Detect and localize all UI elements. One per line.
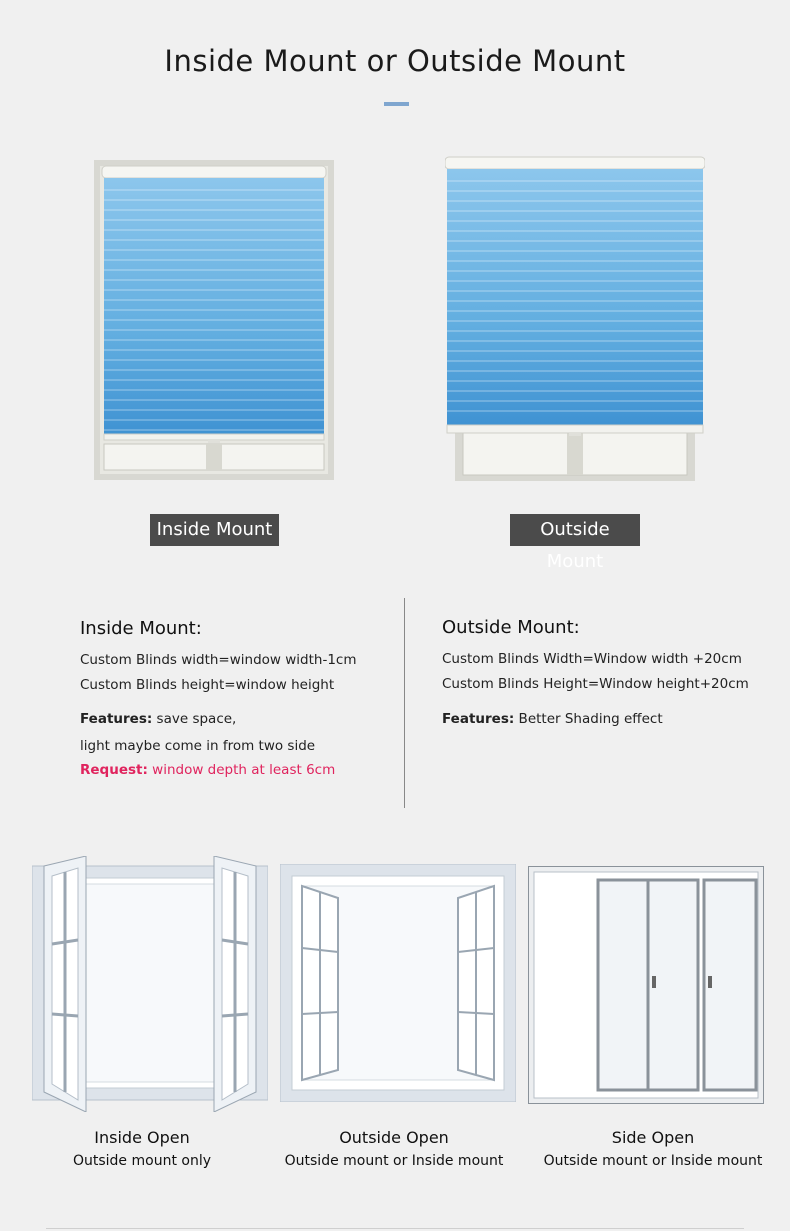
outside-mount-heading: Outside Mount: (442, 617, 580, 638)
inside-height-rule: Custom Blinds height=window height (80, 677, 335, 693)
page-title: Inside Mount or Outside Mount (164, 44, 626, 78)
outside-open-subtitle: Outside mount or Inside mount (284, 1153, 504, 1169)
side-open-title: Side Open (611, 1128, 695, 1147)
inside-features-line2: light maybe come in from two side (80, 738, 316, 754)
bottom-divider (46, 1228, 744, 1229)
title-accent-bar (384, 102, 409, 106)
outside-mount-image (445, 155, 705, 481)
inside-features-text: save space, (152, 711, 237, 727)
inside-open-subtitle: Outside mount only (72, 1153, 212, 1169)
inside-open-window-image (32, 856, 268, 1112)
outside-open-window-image (280, 864, 516, 1102)
inside-request-label: Request: (80, 762, 148, 778)
inside-features-label: Features: (80, 711, 153, 727)
outside-height-rule: Custom Blinds Height=Window height+20cm (442, 676, 749, 692)
inside-request-text: window depth at least 6cm (147, 762, 336, 778)
side-open-subtitle: Outside mount or Inside mount (543, 1153, 763, 1169)
side-open-window-image (528, 866, 764, 1104)
inside-request (80, 762, 335, 778)
outside-features-text: Better Shading effect (514, 711, 663, 727)
outside-mount-label: Outside Mount (510, 514, 640, 546)
inside-open-title: Inside Open (94, 1128, 190, 1147)
outside-features (442, 711, 663, 727)
inside-mount-heading: Inside Mount: (80, 618, 202, 639)
inside-mount-image (94, 160, 334, 480)
outside-width-rule: Custom Blinds Width=Window width +20cm (442, 651, 742, 667)
inside-width-rule: Custom Blinds width=window width-1cm (80, 652, 357, 668)
inside-mount-label: Inside Mount (150, 514, 279, 546)
outside-features-label: Features: (442, 711, 515, 727)
outside-open-title: Outside Open (339, 1128, 449, 1147)
inside-features (80, 711, 236, 727)
column-divider (404, 598, 405, 808)
